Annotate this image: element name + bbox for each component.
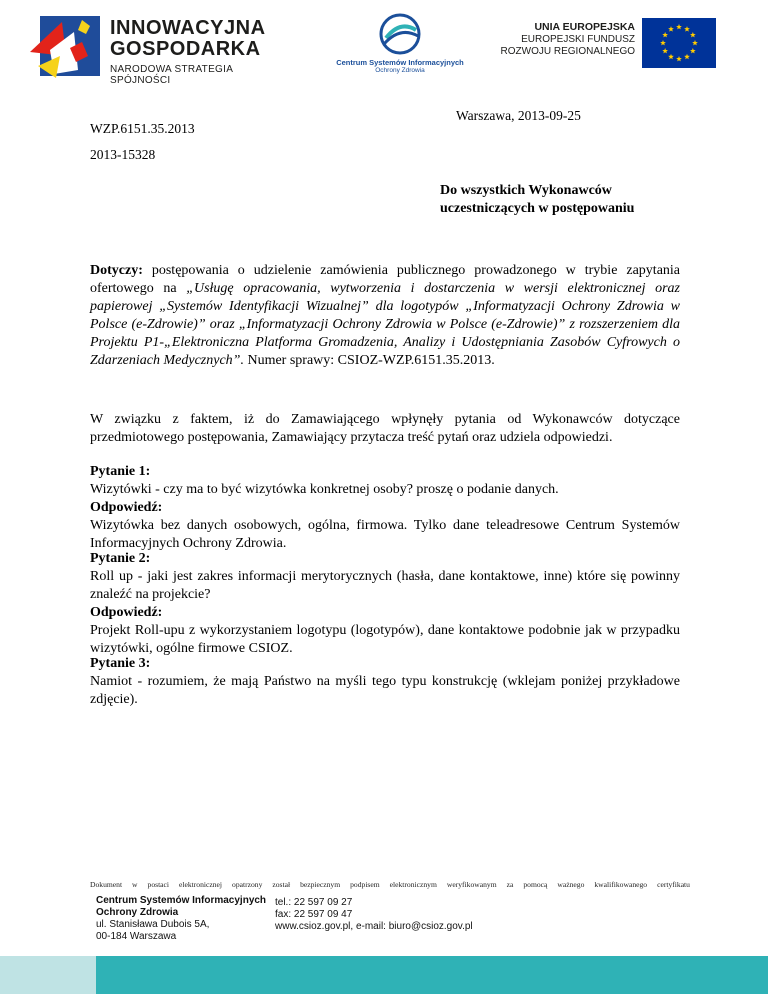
footer-address-2: 00-184 Warszawa (96, 931, 177, 942)
signature-note-word: elektronicznej (179, 880, 223, 889)
answer-text: Projekt Roll-upu z wykorzystaniem logotypu (logotypów), dane kontaktowe podobnie jak w przypadku wizytówki, ogólne firmowe CSIOZ. (90, 623, 680, 656)
document-date: Warszawa, 2013-09-25 (456, 108, 581, 123)
logo-line-3: NARODOWA STRATEGIA SPÓJNOŚCI (110, 64, 233, 86)
csioz-sub: Ochrony Zdrowia (375, 67, 425, 74)
question-label: Pytanie 3: (90, 656, 151, 671)
signature-note-word: certyfikatu (657, 880, 690, 889)
intro-paragraph: W związku z faktem, iż do Zamawiającego wpłynęły pytania od Wykonawców dotyczące przedmiotowego postępowania, Zamawiający przytacza treść pytań oraz udziela odpowiedzi. (90, 412, 680, 445)
footer-fax: fax: 22 597 09 47 (275, 909, 353, 920)
footer-org-line-2: Ochrony Zdrowia (96, 907, 179, 918)
answer-label: Odpowiedź: (90, 605, 163, 620)
innowacyjna-gospodarka-emblem-icon (30, 12, 102, 80)
subject-paragraph (90, 262, 680, 370)
question-label: Pytanie 1: (90, 464, 151, 479)
question-label: Pytanie 2: (90, 551, 151, 566)
subject-text-2: „Usługę opracowania, wytworzenia i dostarczenia w wersji elektronicznej oraz papierowej „Systemów Identyfikacji Wizualnej” dla logotypów „Informatyzacji Ochrony Zdrowia w Polsce (e-Zdrowie)” oraz „Informatyzacji Ochrony Zdrowia w Polsce (e-Zdrowie)” z rozszerzeniem dla Projektu P1-„Elektroniczna Platforma Gromadzenia, Analizy i Udostępniania Zasobów Cyfrowych o Zdarzeniach Medycznych”. (90, 281, 681, 368)
reference-number: WZP.6151.35.2013 (90, 121, 195, 136)
footer-contact (275, 897, 473, 933)
signature-note-word: kwalifikowanego (594, 880, 648, 889)
signature-note-word: za (506, 880, 514, 889)
signature-note-word: ważnego (557, 880, 585, 889)
csioz-emblem-icon (378, 12, 422, 56)
footer-address (96, 895, 266, 943)
question-text: Namiot - rozumiem, że mają Państwo na myśli tego typu konstrukcję (wklejam poniżej przykładowe zdjęcie). (90, 674, 680, 707)
question-text: Wizytówki - czy ma to być wizytówka konkretnej osoby? proszę o podanie danych. (90, 482, 559, 497)
subject-text-1: postępowania o udzielenie zamówienia publicznego prowadzonego w trybie zapytania ofertowego na (90, 263, 681, 296)
footer-address-1: ul. Stanisława Dubois 5A, (96, 919, 210, 930)
eu-line-1: UNIA EUROPEJSKA (534, 21, 635, 33)
footer-bar-dark (96, 956, 768, 994)
subject-label: Dotyczy: (90, 263, 143, 278)
footer-tel: tel.: 22 597 09 27 (275, 897, 353, 908)
logo-line-1: INNOWACYJNA (110, 17, 266, 39)
eu-line-3: ROZWOJU REGIONALNEGO (500, 46, 635, 57)
subject-text-3: Numer sprawy: CSIOZ-WZP.6151.35.2013. (247, 353, 495, 368)
question-block-3 (90, 655, 680, 709)
signature-note-word: został (272, 880, 291, 889)
signature-note (90, 880, 690, 889)
signature-note-word: postaci (147, 880, 170, 889)
signature-note-word: pomocą (523, 880, 548, 889)
signature-note-word: w (132, 880, 138, 889)
csioz-name: Centrum Systemów Informacyjnych (336, 58, 464, 67)
footer-bar-light (0, 956, 96, 994)
signature-note-word: elektronicznym (389, 880, 437, 889)
case-number: 2013-15328 (90, 147, 156, 162)
csioz-logo (330, 12, 470, 82)
eu-line-2: EUROPEJSKI FUNDUSZ (521, 34, 635, 45)
footer-web: www.csioz.gov.pl, e-mail: biuro@csioz.gov.pl (275, 921, 473, 932)
question-block-1 (90, 463, 680, 553)
signature-note-word: Dokument (90, 880, 123, 889)
answer-text: Wizytówka bez danych osobowych, ogólna, firmowa. Tylko dane teleadresowe Centrum Systemów Informacyjnych Ochrony Zdrowia. (90, 518, 680, 551)
eu-flag-icon (642, 18, 716, 68)
footer-org-line-1: Centrum Systemów Informacyjnych (96, 895, 267, 906)
innowacyjna-gospodarka-logo (30, 12, 290, 86)
eu-logo (500, 18, 740, 78)
question-text: Roll up - jaki jest zakres informacji merytorycznych (hasła, dane kontaktowe, inne) które się powinny znaleźć na projekcie? (90, 569, 680, 602)
logo-line-2: GOSPODARKA (110, 38, 261, 60)
addressee-line-2: uczestniczących w postępowaniu (440, 201, 635, 216)
addressee-line-1: Do wszystkich Wykonawców (440, 183, 612, 198)
signature-note-word: bezpiecznym (300, 880, 341, 889)
signature-note-word: weryfikowanym (446, 880, 497, 889)
answer-label: Odpowiedź: (90, 500, 163, 515)
addressee (440, 182, 700, 218)
question-block-2 (90, 550, 680, 658)
signature-note-word: opatrzony (232, 880, 263, 889)
signature-note-word: podpisem (350, 880, 380, 889)
